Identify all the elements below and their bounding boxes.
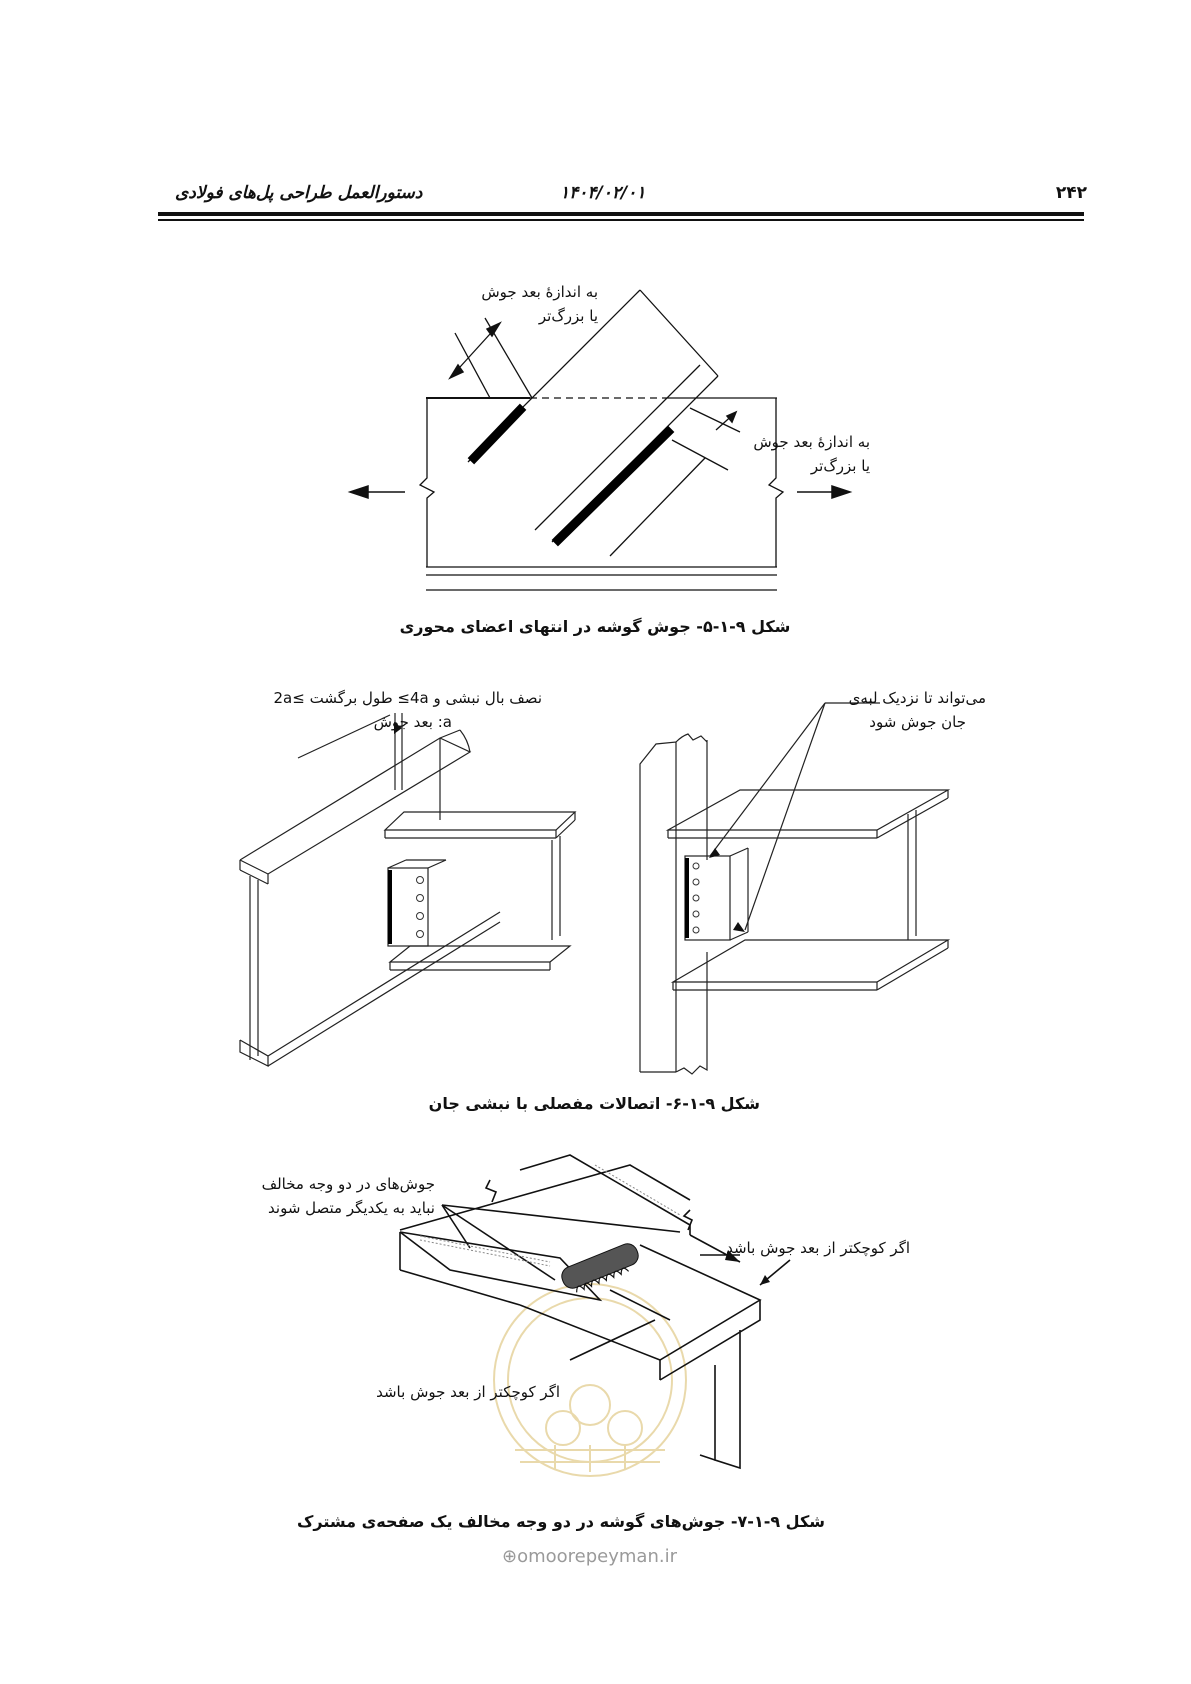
document-date: ۱۴۰۴/۰۲/۰۱ <box>560 183 646 203</box>
fig6-caption: شکل ۹-۱-۶- اتصالات مفصلی با نبشی جان <box>428 1094 760 1113</box>
watermark-site: ⊕omoorepeyman.ir <box>502 1546 677 1567</box>
fig5-label-top: به اندازهٔ بعد جوش یا بزرگ‌تر <box>481 283 598 325</box>
fig7-label-top-left: جوش‌های در دو وجه مخالف نباید به یکدیگر متصل شوند <box>261 1175 435 1217</box>
fig6-label-left: نصف بال نبشی و 4a≥ طول برگشت ≥2a a: بعد جوش <box>273 689 542 731</box>
fig7-label-right: اگر کوچکتر از بعد جوش باشد <box>726 1239 910 1257</box>
fig7-caption: شکل ۹-۱-۷- جوش‌های گوشه در دو وجه مخالف یک صفحه‌ی مشترک <box>296 1512 825 1531</box>
fig5-label-right: به اندازهٔ بعد جوش یا بزرگ‌تر <box>753 433 870 475</box>
page-number: ۲۴۲ <box>1055 183 1087 203</box>
globe-icon: ⊕ <box>502 1546 518 1567</box>
document-title: دستورالعمل طراحی پل‌های فولادی <box>175 183 423 203</box>
fig6-label-right: می‌تواند تا نزدیک لبه‌ی جان جوش شود <box>848 689 986 731</box>
fig7-label-bottom-left: اگر کوچکتر از بعد جوش باشد <box>376 1383 560 1401</box>
fig5-caption: شکل ۹-۱-۵- جوش گوشه در انتهای اعضای محوری <box>399 617 791 636</box>
